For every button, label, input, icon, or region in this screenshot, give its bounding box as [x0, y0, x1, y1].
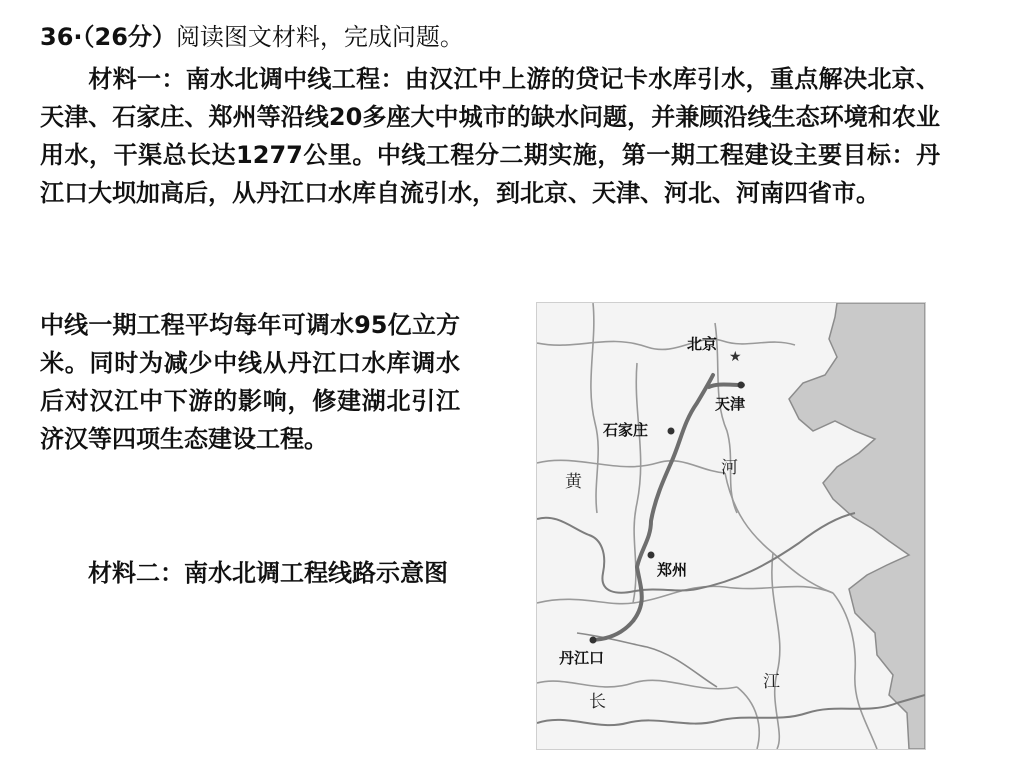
material1-text2: 中线一期工程平均每年可调水95亿立方米。同时为减少中线从丹江口水库调水后对汉江中下游的影响，修建湖北引江济汉等四项生态建设工程。	[40, 311, 460, 453]
shijiazhuang-label: 石家庄	[603, 421, 649, 439]
material1-heading: 材料一：	[88, 65, 186, 93]
jiang-char: 江	[763, 672, 780, 692]
tianjin-marker	[738, 382, 745, 389]
material2-text: 南水北调工程线路示意图	[184, 559, 448, 587]
question-number: 36	[40, 23, 74, 51]
danjiangkou-label: 丹江口	[559, 649, 605, 667]
shijiazhuang-marker	[668, 428, 675, 435]
material1-text: 南水北调中线工程：由汉江中上游的贷记卡水库引水，重点解决北京、天津、石家庄、郑州等沿线20多座大中城市的缺水问题，并兼顾沿线生态环境和农业用水，干渠总长达1277公里。中线工程分二期实施，第一期工程建设主要目标：丹江口大坝加高后，从丹江口水库自流引水，到北京、天津、河北、河南四省市。	[40, 65, 941, 207]
beijing-label: 北京	[687, 335, 718, 353]
material1-paragraph	[40, 60, 940, 212]
chang-char: 长	[589, 692, 606, 712]
beijing-star-icon: ★	[729, 349, 742, 365]
material2-paragraph	[40, 554, 480, 592]
question-title: 阅读图文材料，完成问题。	[175, 23, 464, 51]
material1-continued	[40, 306, 460, 458]
question-points: （26分）	[82, 23, 176, 51]
huang-char: 黄	[565, 472, 582, 492]
route-map-svg	[537, 303, 925, 749]
question-separator: ·	[73, 23, 83, 51]
zhengzhou-marker	[648, 552, 655, 559]
danjiangkou-marker	[590, 637, 597, 644]
question-header	[40, 18, 464, 56]
zhengzhou-label: 郑州	[657, 561, 688, 579]
tianjin-label: 天津	[715, 395, 746, 413]
he-char: 河	[721, 458, 738, 478]
route-map	[536, 302, 926, 750]
material2-heading: 材料二：	[88, 559, 184, 587]
